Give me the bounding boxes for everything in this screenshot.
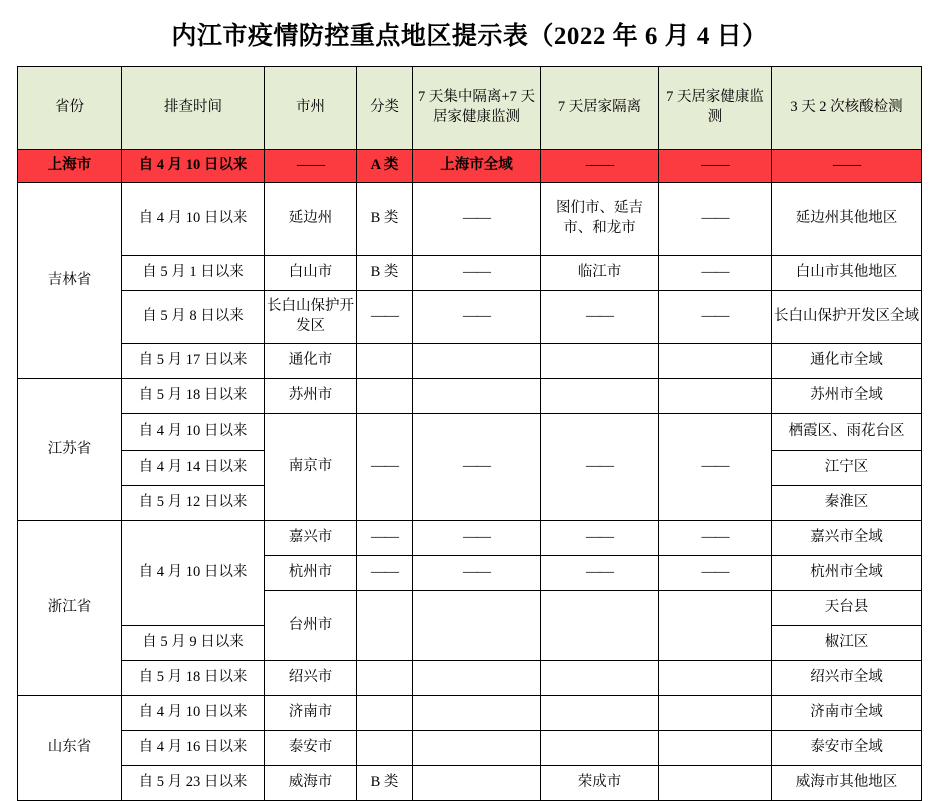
table-row bbox=[18, 344, 922, 379]
cell-nucleic-test: 嘉兴市全域 bbox=[772, 521, 922, 556]
cell-home-quarantine bbox=[541, 731, 659, 766]
cell-category: B 类 bbox=[357, 183, 413, 256]
cell-category bbox=[357, 731, 413, 766]
cell-category: B 类 bbox=[357, 766, 413, 801]
cell-screening-time: 自 4 月 16 日以来 bbox=[122, 731, 265, 766]
cell-home-quarantine bbox=[541, 344, 659, 379]
cell-home-monitoring: —— bbox=[659, 256, 772, 291]
cell-central-quarantine bbox=[413, 344, 541, 379]
cell-nucleic-test: 济南市全域 bbox=[772, 696, 922, 731]
cell-category: A 类 bbox=[357, 150, 413, 183]
table-body bbox=[18, 150, 922, 801]
cell-home-monitoring: —— bbox=[659, 414, 772, 521]
cell-central-quarantine bbox=[413, 696, 541, 731]
cell-category: —— bbox=[357, 521, 413, 556]
cell-home-monitoring bbox=[659, 379, 772, 414]
table-row bbox=[18, 521, 922, 556]
cell-screening-time: 自 5 月 23 日以来 bbox=[122, 766, 265, 801]
cell-city: 泰安市 bbox=[265, 731, 357, 766]
cell-home-monitoring: —— bbox=[659, 183, 772, 256]
cell-nucleic-test: 通化市全域 bbox=[772, 344, 922, 379]
cell-city: 台州市 bbox=[265, 591, 357, 661]
cell-city: —— bbox=[265, 150, 357, 183]
cell-home-monitoring bbox=[659, 696, 772, 731]
cell-central-quarantine bbox=[413, 379, 541, 414]
cell-nucleic-test: 杭州市全域 bbox=[772, 556, 922, 591]
cell-home-quarantine: —— bbox=[541, 414, 659, 521]
cell-category: —— bbox=[357, 414, 413, 521]
cell-home-quarantine: —— bbox=[541, 150, 659, 183]
column-header-city: 市州 bbox=[265, 67, 357, 150]
cell-central-quarantine: —— bbox=[413, 414, 541, 521]
column-header-3day-2test: 3 天 2 次核酸检测 bbox=[772, 67, 922, 150]
cell-nucleic-test: —— bbox=[772, 150, 922, 183]
cell-home-quarantine bbox=[541, 696, 659, 731]
cell-city: 苏州市 bbox=[265, 379, 357, 414]
cell-category bbox=[357, 591, 413, 661]
cell-screening-time: 自 4 月 10 日以来 bbox=[122, 150, 265, 183]
cell-nucleic-test: 苏州市全域 bbox=[772, 379, 922, 414]
cell-central-quarantine: —— bbox=[413, 183, 541, 256]
column-header-province: 省份 bbox=[18, 67, 122, 150]
cell-category: —— bbox=[357, 291, 413, 344]
cell-home-monitoring: —— bbox=[659, 521, 772, 556]
cell-screening-time: 自 5 月 18 日以来 bbox=[122, 379, 265, 414]
cell-screening-time: 自 4 月 14 日以来 bbox=[122, 451, 265, 486]
column-header-7day-home-monitoring: 7 天居家健康监测 bbox=[659, 67, 772, 150]
column-header-7day-home-quarantine: 7 天居家隔离 bbox=[541, 67, 659, 150]
cell-screening-time: 自 5 月 12 日以来 bbox=[122, 486, 265, 521]
cell-nucleic-test: 绍兴市全域 bbox=[772, 661, 922, 696]
cell-home-monitoring: —— bbox=[659, 150, 772, 183]
cell-central-quarantine: —— bbox=[413, 521, 541, 556]
cell-category bbox=[357, 696, 413, 731]
cell-central-quarantine bbox=[413, 731, 541, 766]
cell-home-monitoring bbox=[659, 731, 772, 766]
cell-city: 长白山保护开发区 bbox=[265, 291, 357, 344]
table-row bbox=[18, 291, 922, 344]
cell-home-monitoring bbox=[659, 591, 772, 661]
cell-nucleic-test: 天台县 bbox=[772, 591, 922, 626]
cell-screening-time: 自 5 月 18 日以来 bbox=[122, 661, 265, 696]
cell-city: 济南市 bbox=[265, 696, 357, 731]
cell-nucleic-test: 泰安市全域 bbox=[772, 731, 922, 766]
table-header bbox=[18, 67, 922, 150]
cell-city: 延边州 bbox=[265, 183, 357, 256]
cell-central-quarantine: —— bbox=[413, 291, 541, 344]
cell-screening-time: 自 4 月 10 日以来 bbox=[122, 696, 265, 731]
cell-nucleic-test: 椒江区 bbox=[772, 626, 922, 661]
cell-category: B 类 bbox=[357, 256, 413, 291]
cell-province: 浙江省 bbox=[18, 521, 122, 696]
cell-home-quarantine: —— bbox=[541, 556, 659, 591]
cell-nucleic-test: 威海市其他地区 bbox=[772, 766, 922, 801]
cell-central-quarantine bbox=[413, 591, 541, 661]
cell-central-quarantine bbox=[413, 766, 541, 801]
cell-home-quarantine: 荣成市 bbox=[541, 766, 659, 801]
cell-province: 上海市 bbox=[18, 150, 122, 183]
cell-city: 白山市 bbox=[265, 256, 357, 291]
table-row bbox=[18, 766, 922, 801]
cell-central-quarantine: —— bbox=[413, 556, 541, 591]
cell-nucleic-test: 延边州其他地区 bbox=[772, 183, 922, 256]
page-title: 内江市疫情防控重点地区提示表（2022 年 6 月 4 日） bbox=[171, 23, 768, 50]
cell-screening-time: 自 5 月 1 日以来 bbox=[122, 256, 265, 291]
cell-city: 绍兴市 bbox=[265, 661, 357, 696]
cell-home-quarantine bbox=[541, 591, 659, 661]
cell-screening-time: 自 4 月 10 日以来 bbox=[122, 521, 265, 626]
cell-nucleic-test: 白山市其他地区 bbox=[772, 256, 922, 291]
cell-screening-time: 自 4 月 10 日以来 bbox=[122, 183, 265, 256]
cell-city: 通化市 bbox=[265, 344, 357, 379]
cell-home-quarantine: —— bbox=[541, 521, 659, 556]
cell-home-monitoring: —— bbox=[659, 556, 772, 591]
table-row bbox=[18, 661, 922, 696]
table-row bbox=[18, 150, 922, 183]
table-row bbox=[18, 183, 922, 256]
cell-central-quarantine bbox=[413, 661, 541, 696]
cell-home-monitoring bbox=[659, 661, 772, 696]
cell-nucleic-test: 秦淮区 bbox=[772, 486, 922, 521]
cell-home-monitoring: —— bbox=[659, 291, 772, 344]
epidemic-key-areas-table bbox=[17, 66, 922, 801]
cell-central-quarantine: —— bbox=[413, 256, 541, 291]
cell-city: 威海市 bbox=[265, 766, 357, 801]
cell-province: 山东省 bbox=[18, 696, 122, 801]
cell-home-quarantine: 临江市 bbox=[541, 256, 659, 291]
table-row bbox=[18, 414, 922, 451]
cell-category: —— bbox=[357, 556, 413, 591]
cell-city: 南京市 bbox=[265, 414, 357, 521]
table-row bbox=[18, 379, 922, 414]
column-header-screening-time: 排查时间 bbox=[122, 67, 265, 150]
table-row bbox=[18, 696, 922, 731]
cell-nucleic-test: 江宁区 bbox=[772, 451, 922, 486]
cell-central-quarantine: 上海市全域 bbox=[413, 150, 541, 183]
cell-city: 嘉兴市 bbox=[265, 521, 357, 556]
cell-home-monitoring bbox=[659, 766, 772, 801]
cell-screening-time: 自 5 月 8 日以来 bbox=[122, 291, 265, 344]
cell-home-quarantine bbox=[541, 661, 659, 696]
cell-nucleic-test: 长白山保护开发区全域 bbox=[772, 291, 922, 344]
cell-home-quarantine bbox=[541, 379, 659, 414]
cell-city: 杭州市 bbox=[265, 556, 357, 591]
cell-nucleic-test: 栖霞区、雨花台区 bbox=[772, 414, 922, 451]
cell-province: 吉林省 bbox=[18, 183, 122, 379]
cell-province: 江苏省 bbox=[18, 379, 122, 521]
cell-home-quarantine: —— bbox=[541, 291, 659, 344]
cell-screening-time: 自 5 月 9 日以来 bbox=[122, 626, 265, 661]
column-header-7day-central-quarantine: 7 天集中隔离+7 天居家健康监测 bbox=[413, 67, 541, 150]
cell-category bbox=[357, 379, 413, 414]
cell-screening-time: 自 4 月 10 日以来 bbox=[122, 414, 265, 451]
cell-home-monitoring bbox=[659, 344, 772, 379]
table-row bbox=[18, 256, 922, 291]
cell-home-quarantine: 图们市、延吉市、和龙市 bbox=[541, 183, 659, 256]
cell-category bbox=[357, 661, 413, 696]
table-row bbox=[18, 731, 922, 766]
cell-screening-time: 自 5 月 17 日以来 bbox=[122, 344, 265, 379]
table-header-row bbox=[18, 67, 922, 150]
cell-category bbox=[357, 344, 413, 379]
column-header-category: 分类 bbox=[357, 67, 413, 150]
